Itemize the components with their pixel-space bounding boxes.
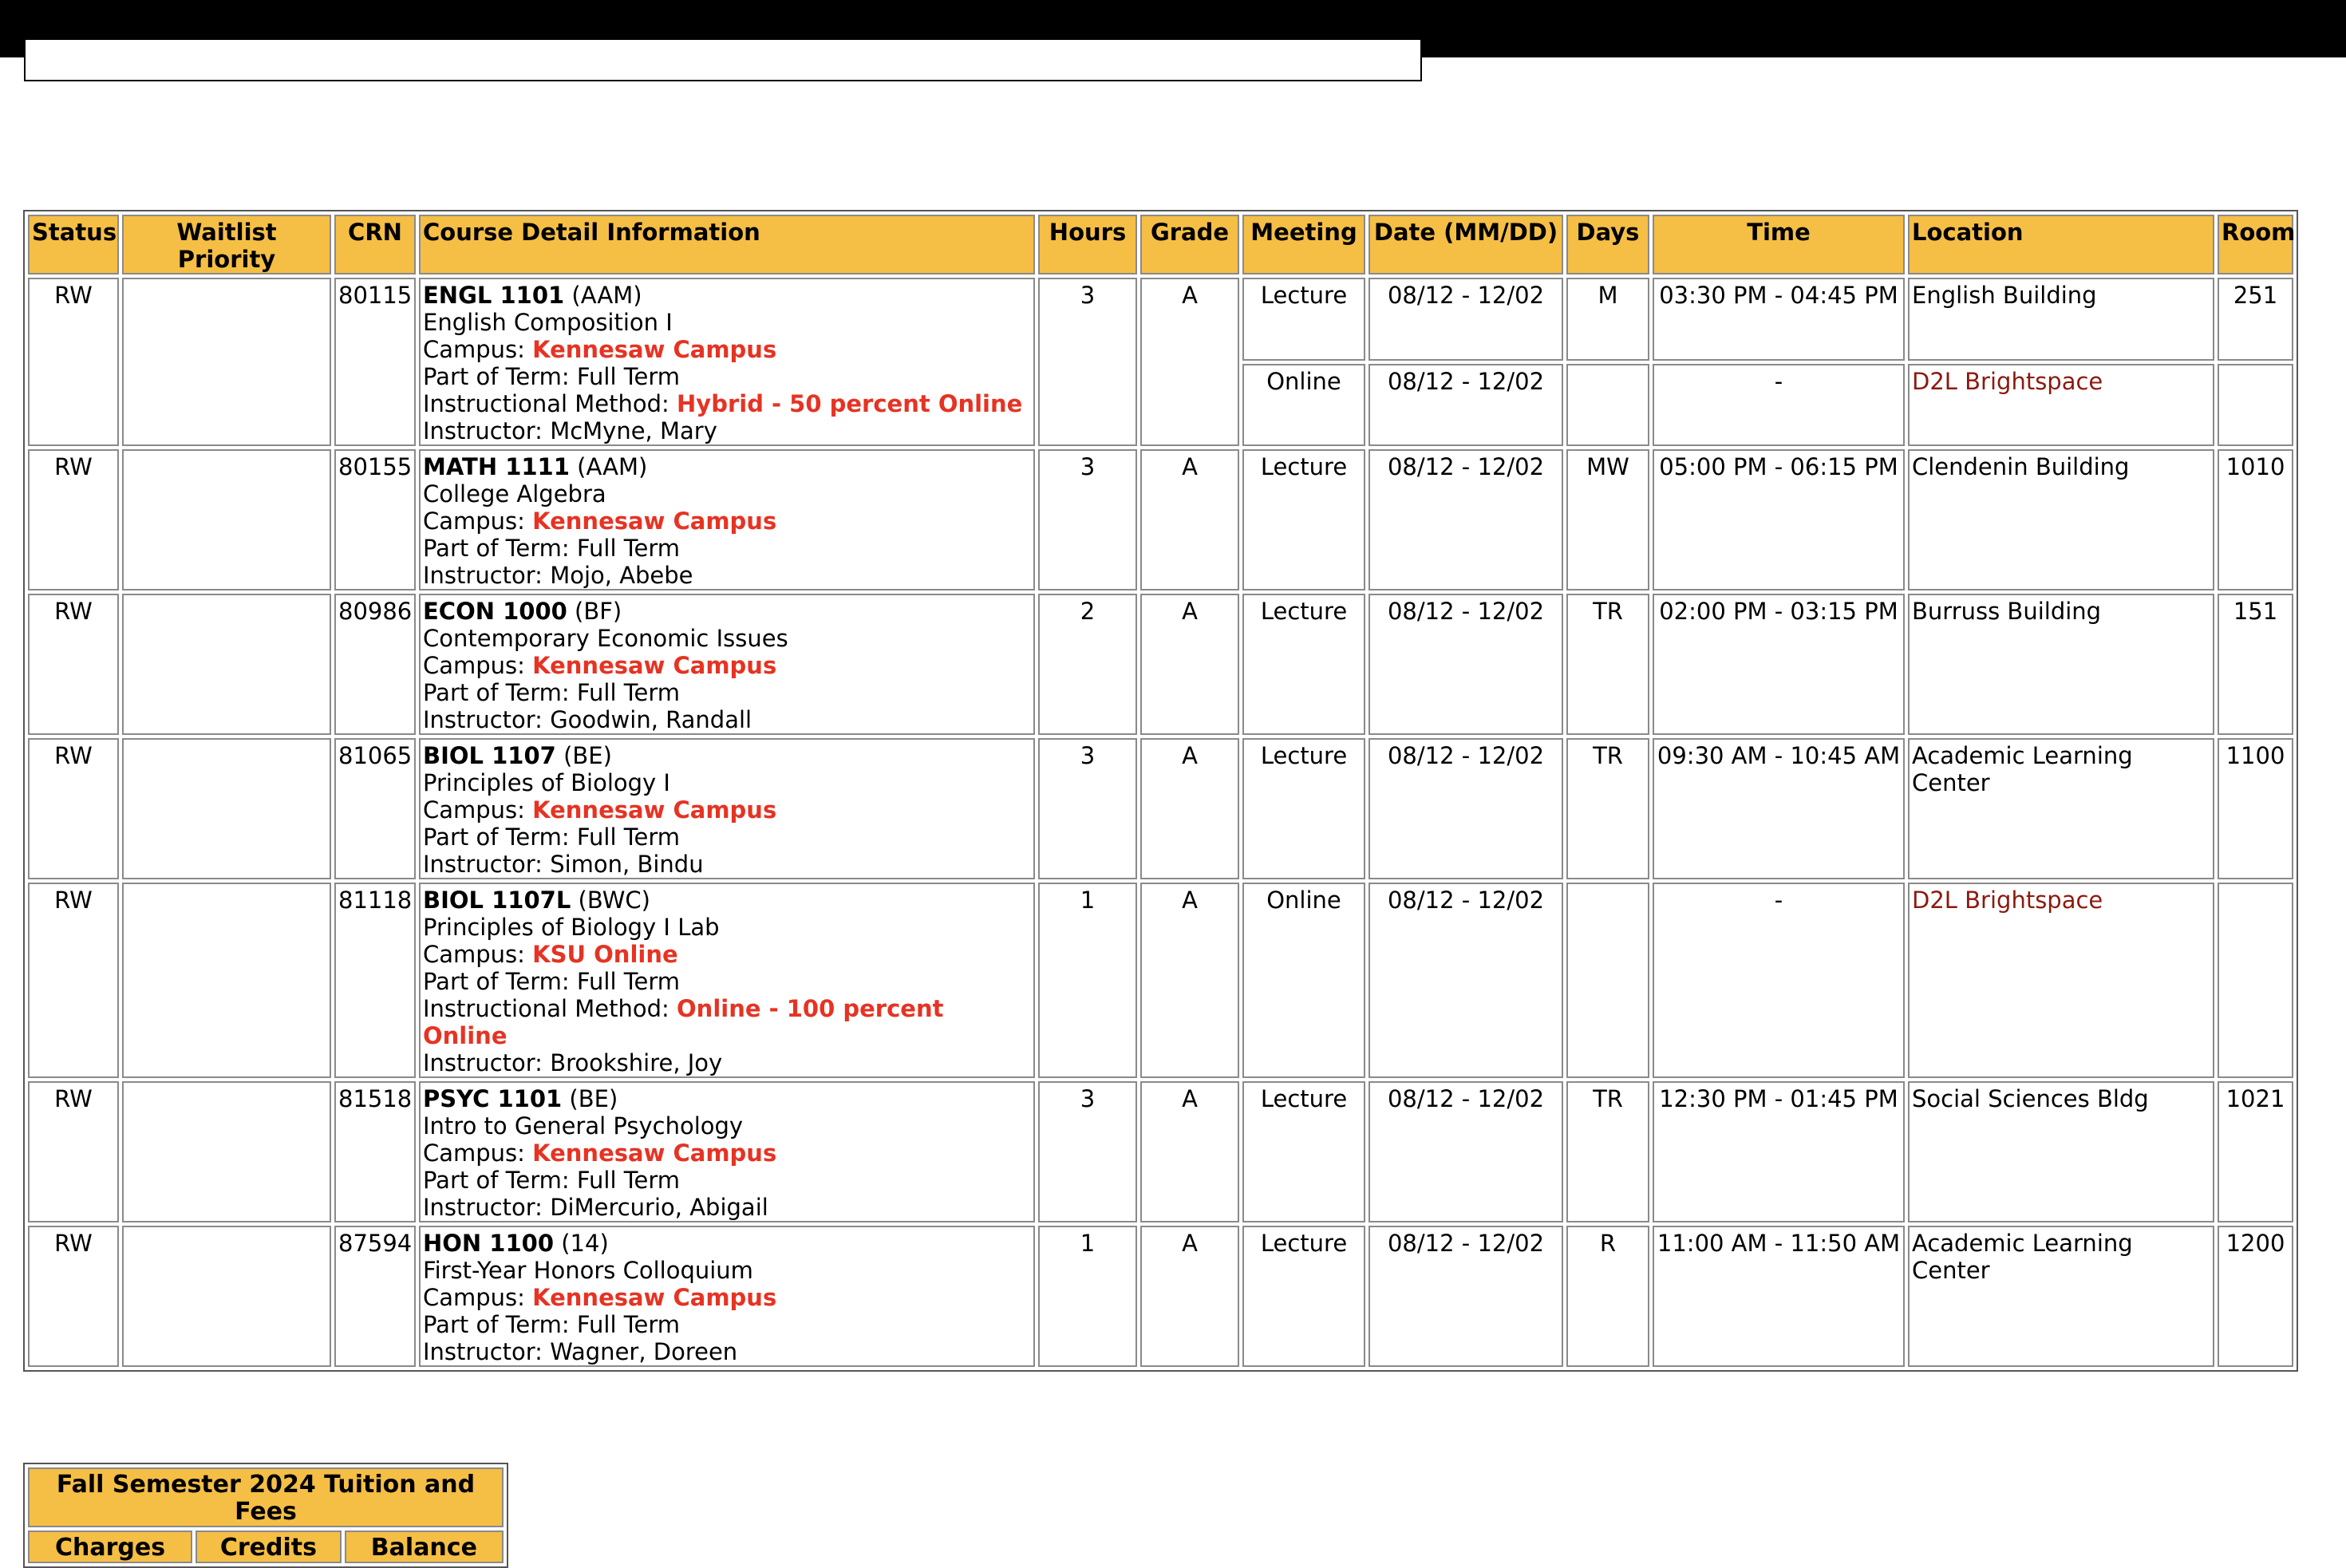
course-schedule-table (23, 210, 2298, 1372)
fees-header-balance: Balance (345, 1530, 504, 1563)
meeting-type-cell: Lecture (1242, 1226, 1365, 1367)
grade-cell: A (1140, 449, 1239, 590)
table-row (28, 883, 2293, 1078)
course-title: English Composition I (423, 309, 673, 336)
table-row (28, 1081, 2293, 1222)
part-of-term-label: Part of Term: (423, 823, 577, 851)
instructor-name: Mojo, Abebe (550, 562, 693, 589)
time-cell: 03:30 PM - 04:45 PM (1653, 278, 1905, 361)
campus-label: Campus: (423, 652, 533, 679)
meeting-type-cell: Lecture (1242, 278, 1365, 361)
room-cell: 151 (2218, 594, 2293, 735)
hours-cell: 3 (1038, 278, 1137, 446)
time-cell: 09:30 AM - 10:45 AM (1653, 738, 1905, 879)
days-cell: TR (1566, 738, 1649, 879)
course-title: College Algebra (423, 480, 606, 508)
header-meeting: Meeting (1242, 215, 1365, 274)
location-link[interactable]: D2L Brightspace (1912, 887, 2103, 914)
course-section: (14) (561, 1230, 609, 1257)
course-section: (AAM) (571, 282, 642, 309)
course-code: BIOL 1107 (423, 742, 556, 769)
header-date: Date (MM/DD) (1368, 215, 1563, 274)
campus-name: Kennesaw Campus (532, 652, 777, 679)
course-title: Principles of Biology I Lab (423, 914, 720, 941)
location-name: English Building (1912, 282, 2097, 309)
header-status: Status (28, 215, 119, 274)
location-cell (1908, 883, 2214, 1078)
course-code: BIOL 1107L (423, 887, 571, 914)
status-cell: RW (28, 1081, 119, 1222)
course-code: MATH 1111 (423, 453, 570, 480)
meeting-type-cell: Lecture (1242, 594, 1365, 735)
location-cell (1908, 594, 2214, 735)
course-title: Contemporary Economic Issues (423, 625, 788, 652)
table-row (28, 594, 2293, 735)
header-waitlist-priority: Waitlist Priority (122, 215, 331, 274)
location-cell (1908, 1226, 2214, 1367)
grade-cell: A (1140, 594, 1239, 735)
campus-name: KSU Online (532, 941, 678, 968)
course-detail-cell (419, 883, 1035, 1078)
room-cell: 1200 (2218, 1226, 2293, 1367)
table-row (28, 278, 2293, 361)
days-cell: TR (1566, 594, 1649, 735)
room-cell (2218, 364, 2293, 447)
part-of-term-label: Part of Term: (423, 679, 577, 706)
campus-label: Campus: (423, 1139, 533, 1167)
meeting-type-cell: Online (1242, 883, 1365, 1078)
days-cell: R (1566, 1226, 1649, 1367)
instructor-name: McMyne, Mary (550, 417, 717, 444)
time-cell: 11:00 AM - 11:50 AM (1653, 1226, 1905, 1367)
status-cell: RW (28, 594, 119, 735)
part-of-term-label: Part of Term: (423, 968, 577, 995)
date-cell: 08/12 - 12/02 (1368, 883, 1563, 1078)
part-of-term-label: Part of Term: (423, 1311, 577, 1338)
location-cell (1908, 364, 2214, 447)
course-table-body (28, 278, 2293, 1367)
part-of-term: Full Term (576, 679, 681, 706)
header-location: Location (1908, 215, 2214, 274)
days-cell: TR (1566, 1081, 1649, 1222)
course-section: (BF) (575, 598, 622, 625)
instructor-label: Instructor: (423, 417, 551, 444)
meeting-type-cell: Lecture (1242, 738, 1365, 879)
grade-cell: A (1140, 738, 1239, 879)
part-of-term: Full Term (576, 1311, 681, 1338)
status-cell: RW (28, 1226, 119, 1367)
grade-cell: A (1140, 278, 1239, 446)
location-cell (1908, 278, 2214, 361)
instructor-name: DiMercurio, Abigail (550, 1194, 768, 1221)
course-code: ENGL 1101 (423, 282, 565, 309)
campus-name: Kennesaw Campus (532, 1284, 777, 1311)
instructional-method: Online - 100 percent Online (423, 995, 944, 1049)
location-name: Social Sciences Bldg (1912, 1085, 2149, 1112)
course-section: (BE) (563, 742, 612, 769)
course-detail-cell (419, 449, 1035, 590)
date-cell: 08/12 - 12/02 (1368, 1226, 1563, 1367)
course-section: (AAM) (577, 453, 648, 480)
campus-name: Kennesaw Campus (532, 336, 777, 363)
top-info-box (24, 40, 1422, 81)
hours-cell: 3 (1038, 738, 1137, 879)
part-of-term: Full Term (576, 535, 681, 562)
fees-header-charges: Charges (28, 1530, 192, 1563)
instructor-name: Simon, Bindu (550, 851, 704, 878)
days-cell (1566, 364, 1649, 447)
crn-cell: 81065 (334, 738, 416, 879)
meeting-type-cell: Lecture (1242, 449, 1365, 590)
part-of-term-label: Part of Term: (423, 363, 577, 390)
table-row (28, 449, 2293, 590)
header-room: Room (2218, 215, 2293, 274)
room-cell: 1100 (2218, 738, 2293, 879)
course-detail-cell (419, 594, 1035, 735)
part-of-term: Full Term (576, 968, 681, 995)
waitlist-cell (122, 278, 331, 446)
waitlist-cell (122, 883, 331, 1078)
crn-cell: 87594 (334, 1226, 416, 1367)
room-cell: 1021 (2218, 1081, 2293, 1222)
header-crn: CRN (334, 215, 416, 274)
instructor-name: Goodwin, Randall (550, 706, 752, 733)
course-title: Principles of Biology I (423, 769, 670, 796)
time-cell: 02:00 PM - 03:15 PM (1653, 594, 1905, 735)
waitlist-cell (122, 594, 331, 735)
course-detail-cell (419, 738, 1035, 879)
course-title: Intro to General Psychology (423, 1112, 744, 1139)
hours-cell: 3 (1038, 1081, 1137, 1222)
part-of-term-label: Part of Term: (423, 1167, 577, 1194)
time-cell: - (1653, 364, 1905, 447)
campus-name: Kennesaw Campus (532, 796, 777, 823)
crn-cell: 80155 (334, 449, 416, 590)
status-cell: RW (28, 449, 119, 590)
location-name: Burruss Building (1912, 598, 2102, 625)
part-of-term: Full Term (576, 363, 681, 390)
header-course-detail: Course Detail Information (419, 215, 1035, 274)
instructor-label: Instructor: (423, 1049, 551, 1076)
instructor-name: Wagner, Doreen (550, 1338, 738, 1365)
crn-cell: 80115 (334, 278, 416, 446)
header-grade: Grade (1140, 215, 1239, 274)
meeting-type-cell: Online (1242, 364, 1365, 447)
part-of-term: Full Term (576, 1167, 681, 1194)
campus-name: Kennesaw Campus (532, 1139, 777, 1167)
hours-cell: 1 (1038, 883, 1137, 1078)
status-cell: RW (28, 278, 119, 446)
meeting-type-cell: Lecture (1242, 1081, 1365, 1222)
date-cell: 08/12 - 12/02 (1368, 278, 1563, 361)
grade-cell: A (1140, 1081, 1239, 1222)
campus-label: Campus: (423, 336, 533, 363)
location-cell (1908, 738, 2214, 879)
course-section: (BWC) (578, 887, 650, 914)
tuition-fees-table (23, 1463, 508, 1568)
fees-header-credits: Credits (196, 1530, 342, 1563)
campus-name: Kennesaw Campus (532, 508, 777, 535)
instructor-label: Instructor: (423, 851, 551, 878)
campus-label: Campus: (423, 508, 533, 535)
course-detail-cell (419, 1081, 1035, 1222)
course-detail-cell (419, 1226, 1035, 1367)
time-cell: - (1653, 883, 1905, 1078)
grade-cell: A (1140, 883, 1239, 1078)
instructional-method-label: Instructional Method: (423, 390, 677, 417)
days-cell: M (1566, 278, 1649, 361)
grade-cell: A (1140, 1226, 1239, 1367)
room-cell (2218, 883, 2293, 1078)
campus-label: Campus: (423, 796, 533, 823)
instructor-label: Instructor: (423, 562, 551, 589)
crn-cell: 80986 (334, 594, 416, 735)
course-code: PSYC 1101 (423, 1085, 563, 1112)
instructional-method-label: Instructional Method: (423, 995, 677, 1022)
table-row (28, 1226, 2293, 1367)
date-cell: 08/12 - 12/02 (1368, 1081, 1563, 1222)
days-cell (1566, 883, 1649, 1078)
part-of-term-label: Part of Term: (423, 535, 577, 562)
status-cell: RW (28, 883, 119, 1078)
course-detail-cell (419, 278, 1035, 446)
status-cell: RW (28, 738, 119, 879)
waitlist-cell (122, 1226, 331, 1367)
part-of-term: Full Term (576, 823, 681, 851)
campus-label: Campus: (423, 1284, 533, 1311)
hours-cell: 2 (1038, 594, 1137, 735)
date-cell: 08/12 - 12/02 (1368, 594, 1563, 735)
instructor-label: Instructor: (423, 1194, 551, 1221)
header-hours: Hours (1038, 215, 1137, 274)
days-cell: MW (1566, 449, 1649, 590)
crn-cell: 81118 (334, 883, 416, 1078)
room-cell: 1010 (2218, 449, 2293, 590)
fees-title: Fall Semester 2024 Tuition and Fees (28, 1467, 504, 1527)
location-name: Academic Learning Center (1912, 1230, 2133, 1284)
location-link[interactable]: D2L Brightspace (1912, 367, 2103, 395)
table-header-row (28, 215, 2293, 274)
course-section: (BE) (569, 1085, 618, 1112)
location-cell (1908, 1081, 2214, 1222)
course-title: First-Year Honors Colloquium (423, 1257, 753, 1284)
header-days: Days (1566, 215, 1649, 274)
waitlist-cell (122, 1081, 331, 1222)
instructor-label: Instructor: (423, 1338, 551, 1365)
crn-cell: 81518 (334, 1081, 416, 1222)
instructor-name: Brookshire, Joy (550, 1049, 723, 1076)
course-code: ECON 1000 (423, 598, 567, 625)
date-cell: 08/12 - 12/02 (1368, 449, 1563, 590)
table-row (28, 738, 2293, 879)
time-cell: 05:00 PM - 06:15 PM (1653, 449, 1905, 590)
header-time: Time (1653, 215, 1905, 274)
waitlist-cell (122, 449, 331, 590)
campus-label: Campus: (423, 941, 533, 968)
date-cell: 08/12 - 12/02 (1368, 364, 1563, 447)
location-name: Clendenin Building (1912, 453, 2130, 480)
waitlist-cell (122, 738, 331, 879)
course-code: HON 1100 (423, 1230, 555, 1257)
location-cell (1908, 449, 2214, 590)
instructor-label: Instructor: (423, 706, 551, 733)
hours-cell: 3 (1038, 449, 1137, 590)
instructional-method: Hybrid - 50 percent Online (677, 390, 1023, 417)
time-cell: 12:30 PM - 01:45 PM (1653, 1081, 1905, 1222)
room-cell: 251 (2218, 278, 2293, 361)
location-name: Academic Learning Center (1912, 742, 2133, 796)
date-cell: 08/12 - 12/02 (1368, 738, 1563, 879)
hours-cell: 1 (1038, 1226, 1137, 1367)
